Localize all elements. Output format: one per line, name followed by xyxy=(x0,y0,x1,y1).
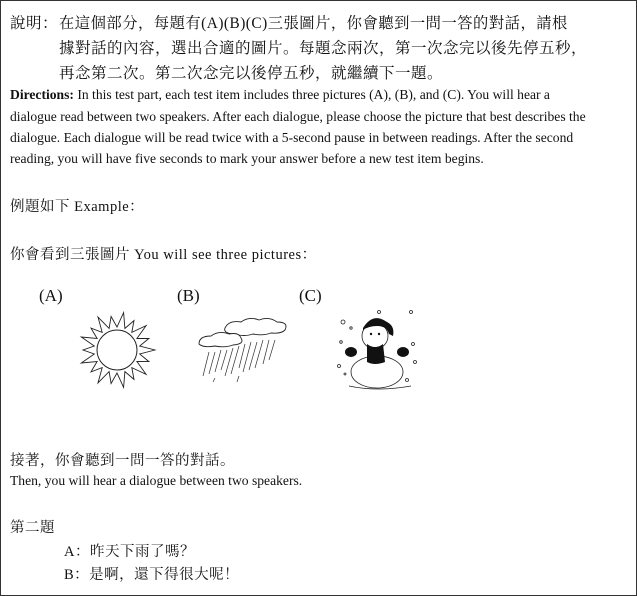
sun-icon xyxy=(75,311,159,389)
instructions-line: 再念第二次。第二次念完以後停五秒，就繼續下一題。 xyxy=(59,65,444,82)
directions-line: dialogue. Each dialogue will be read twice with a 5-second pause in between readings. After the second xyxy=(10,130,574,145)
instructions-line: 在這個部分，每題有(A)(B)(C)三張圖片，你會聽到一問一答的對話，請根 xyxy=(59,15,568,32)
dialogue-line-b: B：是啊，還下得很大呢！ xyxy=(64,567,240,583)
directions-text: In this test part, each test item includes three pictures (A), (B), and (C). You will hear a xyxy=(73,87,550,102)
instructions-label: 說明： xyxy=(10,15,59,32)
question-title: 第二題 xyxy=(10,520,55,536)
snowman-icon xyxy=(333,304,419,392)
rain-cloud-icon xyxy=(195,316,295,386)
directions-line xyxy=(10,87,550,103)
example-heading: 例題如下 Example： xyxy=(10,199,145,215)
directions-label: Directions: xyxy=(10,87,74,102)
picture-label-c: (C) xyxy=(299,286,322,305)
directions-line: reading, you will have five seconds to mark your answer before a new test item begins. xyxy=(10,151,484,166)
pictures-intro: 你會看到三張圖片 You will see three pictures： xyxy=(10,247,317,263)
dialogue-intro-zh: 接著，你會聽到一問一答的對話。 xyxy=(10,453,235,469)
picture-label-a: (A) xyxy=(39,286,63,305)
directions-line: dialogue read between two speakers. After each dialogue, please choose the picture that best describes the xyxy=(10,109,586,124)
instructions-line: 據對話的內容，選出合適的圖片。每題念兩次，第一次念完以後先停五秒， xyxy=(59,40,588,57)
dialogue-line-a: A：昨天下雨了嗎？ xyxy=(64,544,195,560)
picture-label-b: (B) xyxy=(177,286,200,305)
dialogue-intro-en: Then, you will hear a dialogue between two speakers. xyxy=(10,473,303,488)
